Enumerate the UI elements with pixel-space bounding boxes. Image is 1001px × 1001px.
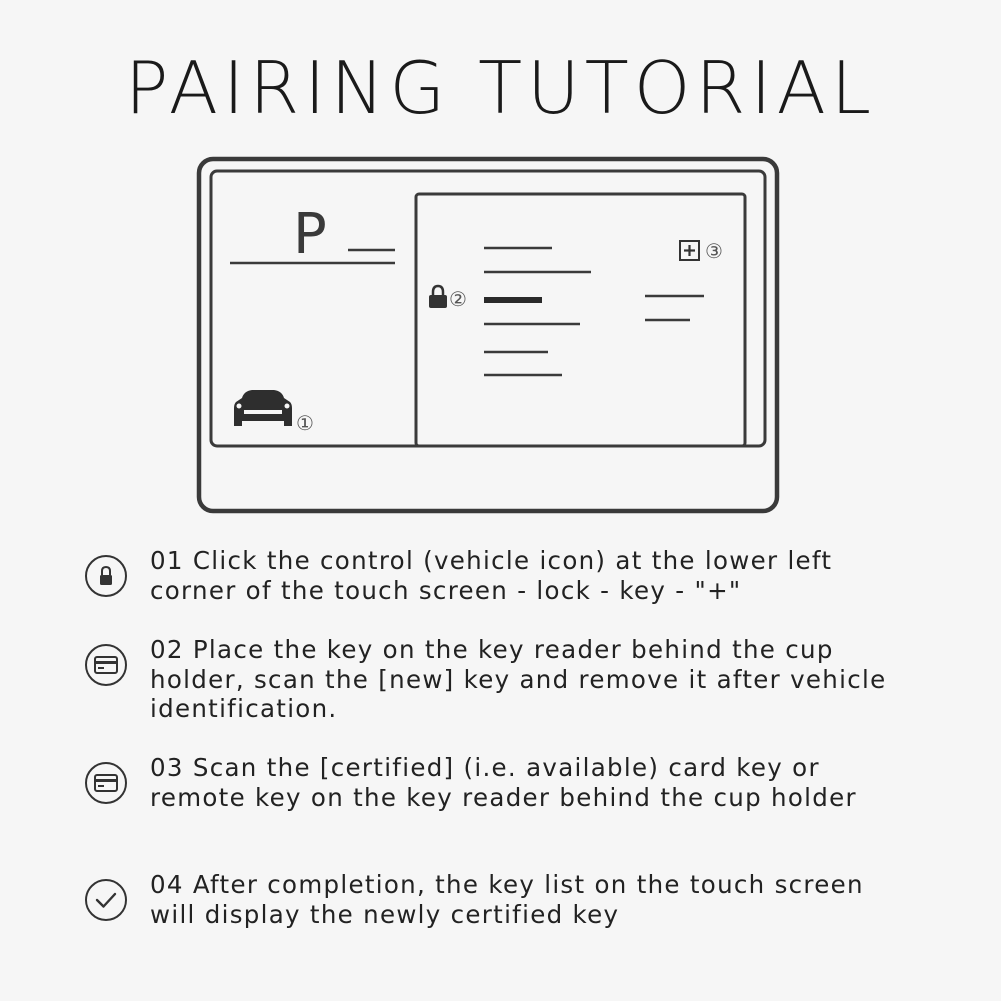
step-1 xyxy=(84,546,984,605)
car-icon xyxy=(234,390,292,426)
gear-indicator: P xyxy=(293,202,327,267)
card-icon xyxy=(84,761,128,805)
card-icon xyxy=(84,643,128,687)
step-1-text: 01 Click the control (vehicle icon) at the lower left corner of the touch screen - lock - key - "+" xyxy=(150,546,833,605)
lock-icon xyxy=(429,286,447,308)
touch-screen-illustration xyxy=(196,156,782,516)
add-marker: ③ xyxy=(705,239,723,263)
check-circle-icon xyxy=(84,878,128,922)
plus-box-icon xyxy=(680,241,699,260)
screen-outer-frame xyxy=(199,159,777,511)
lock-icon xyxy=(84,554,128,598)
step-3-text: 03 Scan the [certified] (i.e. available) card key or remote key on the key reader behind the cup holder xyxy=(150,753,857,812)
lock-marker: ② xyxy=(449,287,467,311)
step-2-text: 02 Place the key on the key reader behind the cup holder, scan the [new] key and remove it after vehicle identification. xyxy=(150,635,887,723)
step-4-text: 04 After completion, the key list on the touch screen will display the newly certified key xyxy=(150,870,864,929)
screen-right-panel xyxy=(416,194,745,446)
vehicle-marker: ① xyxy=(296,411,314,435)
step-2 xyxy=(84,635,984,724)
step-3 xyxy=(84,753,984,812)
step-4 xyxy=(84,870,984,929)
page-title: PAIRING TUTORIAL xyxy=(124,46,877,130)
